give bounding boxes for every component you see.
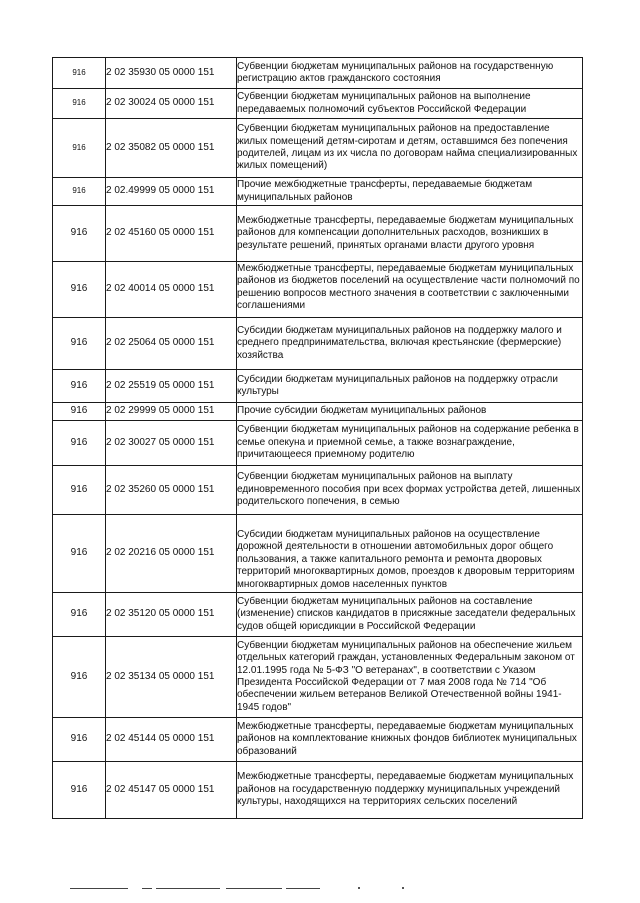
revenue-name-cell: Субвенции бюджетам муниципальных районов на выплату единовременного пособия при всех формах устройства детей, лишенных родительского попечения, в семью (237, 466, 583, 515)
table-row (53, 421, 583, 466)
admin-code-cell: 916 (53, 119, 106, 178)
table-row (53, 178, 583, 206)
table-row (53, 262, 583, 318)
admin-code-cell: 916 (53, 403, 106, 421)
revenue-name-cell: Субвенции бюджетам муниципальных районов на выполнение передаваемых полномочий субъектов Российской Федерации (237, 89, 583, 119)
table-row (53, 593, 583, 637)
budget-code-cell: 2 02 45160 05 0000 151 (106, 206, 237, 262)
table-row (53, 318, 583, 370)
admin-code-cell: 916 (53, 58, 106, 89)
table-row (53, 718, 583, 762)
budget-code-cell: 2 02 30024 05 0000 151 (106, 89, 237, 119)
table-row (53, 58, 583, 89)
revenue-name-cell: Субсидии бюджетам муниципальных районов на поддержку отрасли культуры (237, 370, 583, 403)
budget-code-cell: 2 02 25064 05 0000 151 (106, 318, 237, 370)
admin-code-cell: 916 (53, 370, 106, 403)
revenue-name-cell: Субсидии бюджетам муниципальных районов на осуществление дорожной деятельности в отношении автомобильных дорог общего пользования, а также капитального ремонта и ремонта дворовых территорий многоквартирных домов, проездов к дворовым территориям многоквартирных домов населенных пунктов (237, 515, 583, 593)
budget-code-cell: 2 02 40014 05 0000 151 (106, 262, 237, 318)
budget-code-cell: 2 02 45144 05 0000 151 (106, 718, 237, 762)
budget-code-cell: 2 02 30027 05 0000 151 (106, 421, 237, 466)
revenue-codes-table (52, 57, 583, 819)
table-row (53, 89, 583, 119)
revenue-name-cell: Субсидии бюджетам муниципальных районов на поддержку малого и среднего предпринимательства, включая крестьянские (фермерские) хозяйства (237, 318, 583, 370)
revenue-name-cell: Межбюджетные трансферты, передаваемые бюджетам муниципальных районов на комплектование книжных фондов библиотек муниципальных образований (237, 718, 583, 762)
budget-code-cell: 2 02 29999 05 0000 151 (106, 403, 237, 421)
table-row (53, 515, 583, 593)
budget-code-cell: 2 02 35260 05 0000 151 (106, 466, 237, 515)
admin-code-cell: 916 (53, 762, 106, 819)
footer-mark (358, 887, 360, 889)
table-row (53, 637, 583, 718)
admin-code-cell: 916 (53, 637, 106, 718)
footer-line (142, 888, 152, 889)
admin-code-cell: 916 (53, 178, 106, 206)
revenue-name-cell: Субвенции бюджетам муниципальных районов на предоставление жилых помещений детям-сиротам и детям, оставшимся без попечения родителей, лицам из их числа по договорам найма специализированных жилых помещений) (237, 119, 583, 178)
footer-line (286, 888, 320, 889)
footer-line (226, 888, 282, 889)
admin-code-cell: 916 (53, 318, 106, 370)
table-row (53, 762, 583, 819)
budget-code-cell: 2 02 35134 05 0000 151 (106, 637, 237, 718)
revenue-name-cell: Субвенции бюджетам муниципальных районов на составление (изменение) списков кандидатов в присяжные заседатели федеральных судов общей юрисдикции в Российской Федерации (237, 593, 583, 637)
revenue-name-cell: Прочие межбюджетные трансферты, передаваемые бюджетам муниципальных районов (237, 178, 583, 206)
budget-code-cell: 2 02.49999 05 0000 151 (106, 178, 237, 206)
revenue-name-cell: Субвенции бюджетам муниципальных районов на обеспечение жильем отдельных категорий граждан, установленных Федеральным законом от 12.01.1995 года № 5-ФЗ "О ветеранах", в соответствии с Указом Президента Российской Федерации от 7 мая 2008 года № 714 "Об обеспечении жильем ветеранов Великой Отечественной войны 1941-1945 годов" (237, 637, 583, 718)
budget-code-cell: 2 02 20216 05 0000 151 (106, 515, 237, 593)
table-row (53, 119, 583, 178)
revenue-name-cell: Межбюджетные трансферты, передаваемые бюджетам муниципальных районов из бюджетов поселений на осуществление части полномочий по решению вопросов местного значения в соответствии с заключенными соглашениями (237, 262, 583, 318)
admin-code-cell: 916 (53, 718, 106, 762)
footer-line (156, 888, 220, 889)
admin-code-cell: 916 (53, 206, 106, 262)
admin-code-cell: 916 (53, 515, 106, 593)
budget-code-cell: 2 02 45147 05 0000 151 (106, 762, 237, 819)
revenue-name-cell: Межбюджетные трансферты, передаваемые бюджетам муниципальных районов для компенсации дополнительных расходов, возникших в результате решений, принятых органами власти другого уровня (237, 206, 583, 262)
revenue-name-cell: Субвенции бюджетам муниципальных районов на государственную регистрацию актов гражданского состояния (237, 58, 583, 89)
budget-code-cell: 2 02 35930 05 0000 151 (106, 58, 237, 89)
admin-code-cell: 916 (53, 89, 106, 119)
admin-code-cell: 916 (53, 262, 106, 318)
budget-code-cell: 2 02 35082 05 0000 151 (106, 119, 237, 178)
admin-code-cell: 916 (53, 421, 106, 466)
footer-line (70, 888, 128, 889)
table-row (53, 403, 583, 421)
budget-code-cell: 2 02 35120 05 0000 151 (106, 593, 237, 637)
footer-mark (402, 887, 404, 889)
revenue-name-cell: Прочие субсидии бюджетам муниципальных районов (237, 403, 583, 421)
revenue-name-cell: Субвенции бюджетам муниципальных районов на содержание ребенка в семье опекуна и приемной семье, а также вознаграждение, причитающееся приемному родителю (237, 421, 583, 466)
table-row (53, 370, 583, 403)
revenue-name-cell: Межбюджетные трансферты, передаваемые бюджетам муниципальных районов на государственную поддержку муниципальных учреждений культуры, находящихся на территориях сельских поселений (237, 762, 583, 819)
admin-code-cell: 916 (53, 466, 106, 515)
admin-code-cell: 916 (53, 593, 106, 637)
footer-signature-lines (70, 886, 590, 892)
table-row (53, 206, 583, 262)
budget-code-cell: 2 02 25519 05 0000 151 (106, 370, 237, 403)
table-row (53, 466, 583, 515)
